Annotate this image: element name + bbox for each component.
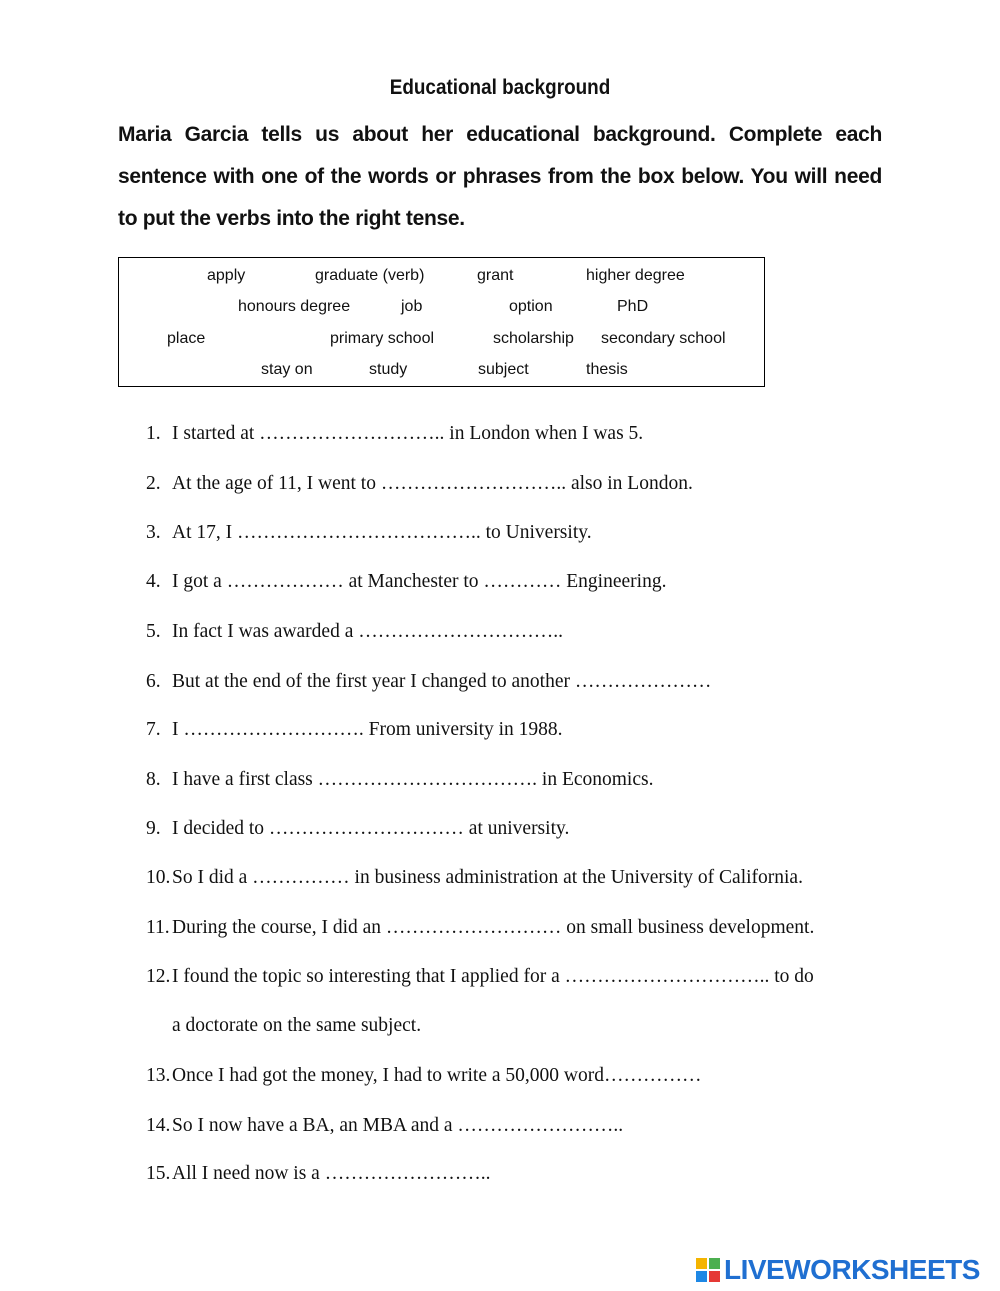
page-title: Educational background: [389, 76, 611, 99]
logo-block: [696, 1258, 707, 1269]
exercise-item: [146, 671, 711, 693]
word-box-item: thesis: [586, 361, 628, 378]
item-number: 7.: [146, 719, 161, 740]
liveworksheets-logo: [696, 1254, 980, 1286]
item-text: I decided to ………………………… at university.: [172, 818, 570, 839]
exercise-item: [146, 818, 569, 840]
exercise-item: [146, 1163, 490, 1185]
word-box-item: stay on: [261, 361, 313, 378]
item-number: 9.: [146, 818, 161, 839]
item-number: 11.: [146, 917, 170, 938]
exercise-item-continuation: [146, 1015, 421, 1037]
item-text: I found the topic so interesting that I applied for a ………………………….. to do: [172, 966, 814, 987]
item-text: a doctorate on the same subject.: [172, 1015, 422, 1036]
item-number: 14.: [146, 1115, 171, 1136]
word-box-item: apply: [207, 267, 246, 284]
logo-blocks-icon: [696, 1258, 720, 1282]
word-box-item: option: [509, 298, 553, 315]
item-number: 4.: [146, 571, 161, 592]
logo-block: [709, 1258, 720, 1269]
exercise-item: [146, 769, 653, 791]
item-text: At 17, I ……………………………….. to University.: [172, 522, 592, 543]
word-box-item: job: [401, 298, 423, 315]
item-number: 2.: [146, 473, 161, 494]
item-text: In fact I was awarded a …………………………..: [172, 621, 563, 642]
exercise-item: [146, 867, 803, 889]
word-box-item: primary school: [330, 330, 435, 347]
item-text: Once I had got the money, I had to write a 50,000 word……………: [172, 1065, 702, 1086]
item-text: But at the end of the first year I changed to another …………………: [172, 671, 712, 692]
item-number: 12.: [146, 966, 171, 987]
exercise-item: [146, 423, 643, 445]
item-text: So I now have a BA, an MBA and a ……………………..: [172, 1115, 624, 1136]
item-number: 1.: [146, 423, 161, 444]
logo-block: [696, 1271, 707, 1282]
word-box-item: graduate (verb): [315, 267, 425, 284]
word-box-item: secondary school: [601, 330, 726, 347]
exercise-item: [146, 571, 666, 593]
exercise-item: [146, 473, 693, 495]
word-box: [118, 257, 765, 387]
exercise-item: [146, 1115, 623, 1137]
item-text: I have a first class ……………………………. in Economics.: [172, 769, 654, 790]
item-text: I started at ……………………….. in London when I was 5.: [172, 423, 644, 444]
item-number: 5.: [146, 621, 161, 642]
item-text: So I did a …………… in business administration at the University of California.: [172, 867, 803, 888]
exercise-item: [146, 621, 563, 643]
word-box-item: place: [167, 330, 206, 347]
item-text: At the age of 11, I went to ……………………….. also in London.: [172, 473, 693, 494]
logo-block: [709, 1271, 720, 1282]
word-box-item: honours degree: [238, 298, 351, 315]
item-number: 13.: [146, 1065, 171, 1086]
word-box-item: study: [369, 361, 408, 378]
exercise-item: [146, 719, 563, 741]
item-text: All I need now is a ……………………..: [172, 1163, 491, 1184]
word-box-item: higher degree: [586, 267, 685, 284]
exercise-item: [146, 917, 814, 939]
item-text: I got a ……………… at Manchester to ………… Engineering.: [172, 571, 667, 592]
item-number: 8.: [146, 769, 161, 790]
item-text: During the course, I did an ……………………… on small business development.: [172, 917, 815, 938]
item-text: I ………………………. From university in 1988.: [172, 719, 563, 740]
word-box-item: subject: [478, 361, 529, 378]
instructions: Maria Garcia tells us about her educational background. Complete each sentence with one of the words or phrases from the box below. You will need to put the verbs into the right tense.: [118, 123, 882, 230]
item-number: 3.: [146, 522, 161, 543]
item-number: 15.: [146, 1163, 171, 1184]
word-box-item: scholarship: [493, 330, 574, 347]
exercise-item: [146, 966, 814, 988]
exercise-item: [146, 1065, 701, 1087]
item-number: 10.: [146, 867, 171, 888]
exercise-item: [146, 522, 592, 544]
item-number: 6.: [146, 671, 161, 692]
word-box-item: grant: [477, 267, 514, 284]
word-box-item: PhD: [617, 298, 649, 315]
logo-text: LIVEWORKSHEETS: [724, 1254, 980, 1285]
